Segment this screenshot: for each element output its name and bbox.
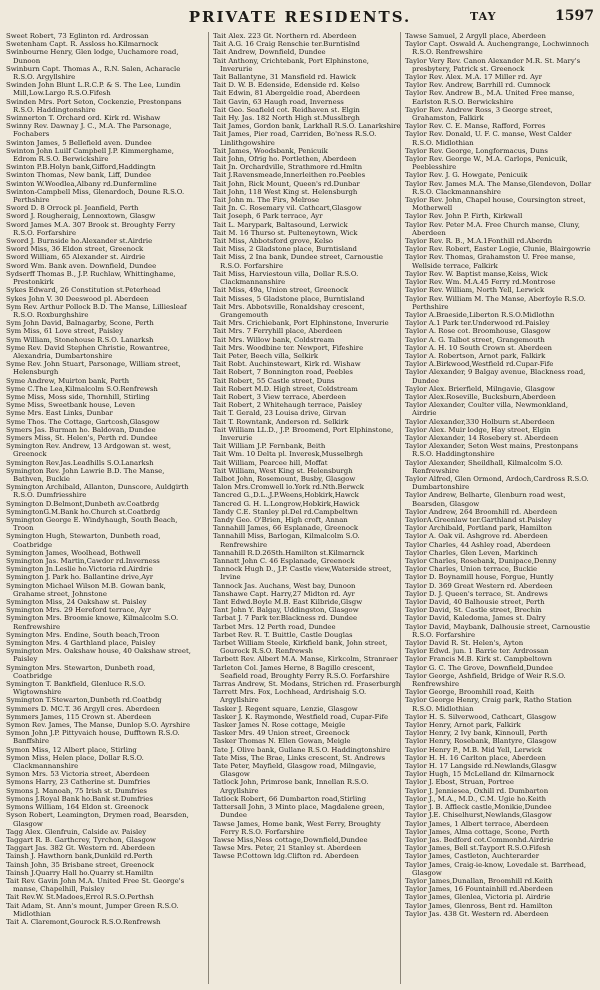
directory-entry: Symington Rev. Andrew, 13 Ardgowan st. west, Greenock	[6, 442, 172, 459]
directory-entry: Symington Rev.Jas.Leadhills S.O.Lanarksh	[6, 458, 154, 467]
directory-entry: Taylor A. Robertson, Arnot park, Falkirk	[405, 351, 546, 360]
directory-entry: Symington Hugh, Stewarton, Dunbeth road, Coatbridge	[6, 532, 161, 549]
directory-entry: Taylor H. H. 16 Carlton place, Aberdeen	[405, 753, 546, 762]
directory-entry: Taylor Rev. George W., M.A. Carlops, Penicuik, Peeblesshire	[405, 155, 568, 172]
directory-entry: Tait Robert, 55 Castle street, Duns	[213, 376, 335, 385]
directory-entry: Tait Andrew, Downfield, Dundee	[213, 48, 326, 57]
directory-entry: Tait Robert, 2 Whitehaugh terrace, Paisley	[213, 401, 362, 410]
directory-entry: Tandy Geo. O'Brien, High croft, Annan	[213, 515, 348, 524]
directory-entry: Syme Miss, Moss side, Thornhill, Stirling	[6, 392, 150, 401]
directory-entry: Tarbat J. 7 Park ter.Blackness rd. Dundee	[213, 614, 358, 623]
directory-entry: Tarras Andrew, St. Modans, Strichen rd. Fraserburgh	[213, 680, 401, 689]
directory-entry: Sydserff Thomas B., J.P. Ruchlaw, Whittinghame, Prestonkirk	[6, 269, 176, 287]
directory-entry: Tate Miss, The Brae, Links crescent, St. Andrews	[213, 753, 386, 762]
directory-entry: Taylor Rev. R. B., M.A.1Fonthill rd.Aberdn	[405, 237, 553, 246]
directory-entry: Tatlock John, Primrose bank, Innellan R.S.O. Argyllshire	[213, 778, 369, 795]
directory-entry: Tait Ballantyne, 31 Mansfield rd. Hawick	[213, 73, 356, 82]
directory-entry: Tawse Miss,Ness cottage,Downfield,Dundee	[213, 835, 368, 844]
column-3	[400, 32, 593, 984]
directory-entry: Taylor A. Oak vil. Ashgrove rd. Aberdeen	[405, 532, 548, 541]
directory-entry: Taylor George, Ashfield, Bridge of Weir R.S.O. Renfrewshire	[405, 671, 566, 689]
directory-entry: Tait Miss, Abbotsford grove, Kelso	[213, 237, 334, 246]
directory-entry: Tannatt John C. 46 Esplanade, Greenock	[213, 557, 355, 565]
directory-entry: Symington Jn.Leslie ho.Victoria rd.Airdrie	[6, 565, 153, 574]
directory-entry: Tait Mrs. Abbotsville, Ronaldshay crescent, Grangemouth	[213, 302, 365, 319]
directory-entry: Taylor James, Glenlea, Victoria pl. Airdrie	[405, 893, 551, 902]
directory-entry: Symington Mrs. Broomie knowe, Kilmalcolm S.O. Renfrewshire	[6, 614, 179, 631]
directory-entry: Tawse James, Home bank, West Ferry, Broughty Ferry R.S.O. Forfarshire	[213, 819, 381, 836]
running-head: TAY	[470, 10, 497, 23]
directory-entry: Syme Rev. John Stuart, Parsonage, William street, Helensburgh	[6, 360, 181, 377]
directory-entry: Taylor Rev. Donald, U. F. C. manse, West Calder R.S.O. Midlothian	[405, 130, 572, 147]
directory-entry: Tarleton Col. James Herne, 8 Bagillo crescent, Seafield road, Broughty Ferry R.S.O. Forfarshire	[213, 663, 390, 680]
directory-entry: Taylor Rev. W. Baptist manse,Keiss, Wick	[405, 269, 548, 278]
directory-entry: Tait Alex. 223 Gt. Northern rd. Aberdeen	[213, 32, 357, 40]
directory-entry: Symons J. Manoah, 75 Irish st. Dumfries	[6, 786, 147, 795]
directory-entry: Tait A.G. 16 Craig Renschie ter.Burntislnd	[213, 40, 360, 49]
directory-entry: Taylor A. H. 10 South Crown st. Aberdeen	[405, 343, 552, 352]
directory-entry: Taylor Hugh, 15 McLelland dr. Kilmarnock	[405, 770, 555, 779]
directory-entry: Tait William, Pearcee hill, Moffat	[213, 458, 328, 467]
directory-entry: Taylor Rev. Thomas, Grahamston U. Free manse, Wellside terrace, Falkirk	[405, 253, 576, 270]
directory-entry: Tait Mrs. Willow bank, Coldstream	[213, 335, 335, 344]
directory-entry: Taylor Alfred, Glen Ormond, Ardoch,Cardross R.S.O. Dumbartonshire	[405, 474, 589, 492]
column-1	[6, 32, 194, 984]
directory-entry: Tarbet Mrs. 12 Perth road, Dundee	[213, 622, 336, 631]
directory-entry: Talbot John, Rosemount, Busby, Glasgow	[213, 474, 356, 483]
directory-entry: Swinbourne Henry, Glen lodge, Uuchamore road, Dunoon	[6, 48, 179, 65]
directory-entry: Symon John J.P. Pittyvaich house, Dufftown R.S.O. Banffshire	[6, 729, 180, 746]
directory-entry: Sword James M.A. 307 Brook st. Broughty Ferry R.S.O. Forfarshire	[6, 220, 176, 237]
directory-entry: Taylor Alex. Brierfield, Milngavie, Glasgow	[405, 384, 555, 393]
directory-entry: Symington Miss, 24 Oakshaw st. Paisley	[6, 598, 147, 607]
directory-entry: Taylor Charles, 44 Ashley road, Aberdeen	[405, 540, 551, 549]
directory-entry: Tait James, Gordon bank, Larkhall R.S.O. Lanarkshire	[213, 122, 401, 131]
directory-entry: Swinden Mrs. Port Seton, Cockenzie, Prestonpans R.S.O. Haddingtonshire	[6, 97, 182, 114]
directory-entry: Taylor Capt. Oswald A. Auchengrange, Lochwinnoch R.S.O. Renfrewshire	[405, 40, 589, 57]
directory-entry: Symmers D. MC.T. 36 Argyll cres. Aberdeen	[6, 704, 160, 713]
directory-entry: Taylor A. Rose cot. Broomhouse, Glasgow	[405, 327, 551, 336]
directory-entry: Tate Peter, Mayfield, Glasgow road, Milngavie, Glasgow	[213, 762, 377, 779]
directory-entry: Taylor Jas. 438 Gt. Western rd. Aberdeen	[405, 909, 549, 918]
directory-entry: Taylor Rev. J. G. Howgate, Penicuik	[405, 171, 528, 180]
directory-entry: Taylor Edwd. jun. 1 Barrie ter. Ardrossan	[405, 647, 549, 656]
directory-entry: Symington Jas. Martin,Cawdor rd.Inverness	[6, 557, 160, 565]
directory-entry: Taylor Alexander, 9 Balgay avenue, Blackness road, Dundee	[405, 368, 586, 385]
directory-entry: Sword Miss, 36 Eldon street, Greenock	[6, 245, 144, 254]
directory-entry: Tait Robert M.D. High street, Coldstream	[213, 384, 358, 393]
directory-entry: Tasker J. Regent square, Lenzie, Glasgow	[213, 704, 358, 713]
directory-entry: Tait Edwin, 81 Abergeldie road, Aberdeen	[213, 89, 361, 98]
directory-entry: Tait T. Gerald, 23 Louisa drive, Girvan	[213, 409, 347, 418]
directory-entry: Taylor Andrew, 264 Broomhill rd. Aberdeen	[405, 507, 558, 516]
directory-entry: Tait Miss, 49a, Union street, Greenock	[213, 286, 349, 295]
directory-entry: Taylor J. B. Affleck castle,Monikie,Dundee	[405, 803, 552, 812]
directory-entry: Taylor James,Dunallan, Broomhill rd.Keith	[405, 876, 553, 885]
directory-entry: Taylor Rev. George, Longformacus, Duns	[405, 146, 548, 155]
directory-entry: Taylor George Henry, Craig park, Ratho Station R.S.O. Midlothian	[405, 696, 572, 713]
directory-entry: Taylor Alexander, Seton West mains, Prestonpans R.S.O. Haddingtonshire	[405, 442, 579, 459]
directory-entry: Taylor Francis M.B. Kirk st. Campbeltown	[405, 655, 552, 664]
directory-entry: Tait Mrs. Crichiebank, Port Elphinstone, Inverurie	[213, 319, 389, 328]
directory-entry: Taylor Rev. Wm. M.A.45 Ferry rd.Montrose	[405, 278, 556, 287]
directory-entry: Symington Mrs. Oakshaw house, 40 Oakshaw street, Paisley	[6, 647, 191, 664]
directory-entry: Sykes John V. 30 Deeswood pl. Aberdeen	[6, 294, 149, 303]
directory-entry: Tait James, Pier road, Carriden, Bo'ness R.S.O. Linlithgowshire	[213, 130, 377, 147]
directory-entry: Taylor Jas. Bedford cot.Commonhd.Airdrie	[405, 835, 554, 844]
directory-entry: Tait T. Rowntank, Anderson rd. Selkirk	[213, 417, 349, 426]
directory-entry: Taylor Rev. Alex. M.A. 17 Miller rd. Ayr	[405, 73, 542, 82]
directory-entry: Syme Andrew, Muirton bank, Perth	[6, 376, 130, 385]
directory-entry: Sym John David, Balnagarby, Scone, Perth	[6, 319, 154, 328]
directory-entry: Syme Miss, Sweetbank house, Leven	[6, 401, 136, 410]
directory-entry: Tait Robert, 3 View terrace, Aberdeen	[213, 392, 347, 401]
directory-entry: Symington Mrs. 29 Hereford terrace, Ayr	[6, 606, 151, 615]
directory-entry: Symon Mrs. 53 Victoria street, Aberdeen	[6, 770, 150, 779]
directory-entry: Taylor James, 1 Albert terrace, Aberdeen	[405, 819, 549, 828]
directory-entry: Taylor D. 369 Great Western rd. Aberdeen	[405, 581, 553, 590]
directory-entry: Tawse Samuel, 2 Argyll place, Aberdeen	[405, 32, 546, 40]
directory-entry: Tawse Mrs. Peter, 21 Stanley st. Aberdeen	[213, 844, 362, 853]
directory-entry: Symon Miss, Helen place, Dollar R.S.O. Clackmannanshire	[6, 753, 144, 771]
directory-entry: Taylor D. J. Queen's terrace, St. Andrews	[405, 589, 548, 598]
directory-entry: Symington Mrs. 4 Garthland place, Paisley	[6, 639, 156, 648]
directory-entry: Taylor Rev. John, Chapel house, Coursington street, Motherwell	[405, 196, 586, 213]
directory-entry: Symmers James, 115 Crown st. Aberdeen	[6, 712, 152, 721]
directory-entry: Tait D. W. B. Edenside, Edenside rd. Kelso	[213, 81, 360, 90]
page-title: PRIVATE RESIDENTS.	[188, 8, 412, 26]
directory-entry: Sym Rev. Arthur Pollock B.D. The Manse, Lilliesleaf R.S.O. Roxburghshire	[6, 302, 187, 319]
directory-entry: Taylor James, Glenross, Bent rd. Hamilton	[405, 901, 553, 910]
directory-entry: Symington George E. Windyhaugh, South Beach, Troon	[6, 515, 178, 533]
directory-entry: Taylor James, Castleton, Auchterarder	[405, 852, 540, 861]
directory-entry: Taylor Alex.Roseville, Bucksburn,Aberdeen	[405, 392, 556, 401]
directory-entry: Symons Harry, 23 Catherine st. Dumfries	[6, 778, 151, 787]
directory-entry: Taylor A.Birkwood,Westfield rd.Cupar-Fife	[405, 360, 554, 369]
directory-entry: Tate J. Olive bank, Gullane R.S.O. Haddingtonshire	[213, 745, 391, 754]
directory-entry: Syme Rev. David Stephen Christie, Rowantree, Alexandria, Dumbartonshire	[6, 343, 170, 360]
page-header	[0, 0, 600, 30]
directory-entry: Tait Anthony, Crichtebank, Port Elphinstone, Inverurie	[213, 56, 369, 73]
directory-entry: Tarbett Rev. Albert M.A. Manse, Kirkcolm, Stranraer	[213, 655, 398, 664]
directory-entry: Taylor Rev. John P. Firth, Kirkwall	[405, 212, 523, 221]
directory-entry: Swetenham Capt. R. Assloss ho.Kilmarnock	[6, 40, 159, 49]
directory-entry: Tait Gavin, 63 Haugh road, Inverness	[213, 97, 344, 106]
directory-entry: Taylor George, Broomhill road, Keith	[405, 688, 535, 697]
directory-entry: Swinden John Blunt L.R.C.P. & S. The Lee, Lundin Mill,Low.Largo R.S.O.Fifesh	[6, 81, 181, 98]
directory-entry: Taylor Rev. Andrew B., M.A. United Free manse, Earlston R.S.O. Berwickshire	[405, 89, 575, 106]
page-number: 1597	[555, 8, 594, 24]
directory-entry: Taylor James, Craig-ie-know, Lovedale st. Barrhead, Glasgow	[405, 860, 587, 877]
directory-entry: Tait Jn. C. Rosemary vil. Cathcart,Glasgow	[213, 204, 362, 213]
directory-entry: Taylor Rev. C. E. Manse, Rafford, Forres	[405, 122, 546, 131]
directory-entry: Tant Edwd.Boyle M.B. East Kilbride,Glsgw	[213, 598, 363, 607]
directory-entry: Symington T.Stewarton,Dunbeth rd.Coatbdg	[6, 696, 162, 705]
directory-entry: Tarrett Mrs. Fox, Lochhead, Ardrishaig S.O. Argyllshire	[213, 688, 367, 705]
directory-entry: Swinton P.B.Holyn bank,Gifford,Haddingtn	[6, 163, 156, 172]
directory-entry: Swinnerton T. Orchard ord. Kirk rd. Wishaw	[6, 114, 161, 123]
directory-entry: Sym William, Stonehouse R.S.O. Lanarksh	[6, 335, 154, 344]
directory-entry: Syme Thos. The Cottage, Gartcosh,Glasgow	[6, 417, 160, 426]
directory-entry: Taylor G. C. The Grove, Downfield,Dundee	[405, 663, 553, 672]
directory-entry: Taylor Rev. Robert, Easter Logie, Clunie, Blairgowrie	[405, 245, 591, 254]
directory-entry: Sword William, 65 Alexander st. Airdrie	[6, 253, 146, 262]
directory-entry: Taylor Rev. Peter M.A. Free Church manse, Cluny, Aberdeen	[405, 220, 580, 237]
directory-entry: Tatlock Robert, 66 Dumbarton road,Stirling	[213, 794, 366, 803]
directory-entry: Taylor Henry P., M.B. Mid Yell, Lerwick	[405, 745, 543, 754]
directory-entry: Symons J.Royal Bank ho.Bank st.Dumfries	[6, 794, 153, 803]
directory-entry: Tait John, Rick Mount, Queen's rd.Dunbar	[213, 179, 360, 188]
directory-entry: Tancred G. H. L.Longrow,Hobkirk,Hawick	[213, 499, 360, 508]
directory-entry: Taylor David, Maybank, Dalhousie street, Carnoustie R.S.O. Forfarshire	[405, 622, 591, 639]
directory-entry: Tanshawe Capt. Harry,27 Midton rd. Ayr	[213, 589, 355, 598]
directory-entry: Tasker Thomas N. Ellen Gowan, Meigle	[213, 737, 351, 746]
directory-entry: Tainsh John, 35 Brisbane street, Greenock	[6, 860, 154, 869]
directory-entry: Taylor H. 17 Langside rd.Newlands,Glasgw	[405, 762, 557, 771]
directory-entry: Sword J. Rougheraig, Lennoxtown, Glasgw	[6, 212, 156, 221]
directory-entry: Taylor Very Rev. Canon Alexander M.R. St. Mary's presbytery, Patrick st. Greenock	[405, 56, 581, 73]
directory-entry: Sweet Robert, 73 Eglinton rd. Ardrossan	[6, 32, 149, 40]
directory-entry: Tait Robert, 7 Bonnington road, Peebles	[213, 368, 353, 377]
directory-entry: Tait Peter, Beech villa, Selkirk	[213, 351, 319, 360]
directory-entry: Tarbet Rev. R. T. Buittle, Castle Douglas	[213, 630, 353, 639]
directory-entry: Taylor Henry, 2 Ivy bank, Kinnoull, Perth	[405, 729, 548, 738]
directory-entry: Taylor A.1 Park ter.Underwood rd.Paisley	[405, 319, 550, 328]
directory-entry: Symington Mrs. Stewarton, Dunbeth road, Coatbridge	[6, 663, 156, 680]
directory-entry: Tait William, West King st. Helensburgh	[213, 466, 353, 475]
column-2	[208, 32, 401, 984]
directory-entry: Tasker J. K. Raymonde, Westfield road, Cupar-Fife	[213, 712, 389, 721]
directory-entry: Taylor Rev. Andrew, Barrhill rd. Cumnock	[405, 81, 551, 90]
directory-entry: Sword D. 8 Orrock pl. Jeanfield, Perth	[6, 204, 139, 213]
directory-entry: Tait A. Claremont,Gourock R.S.O.Renfrewsh	[6, 917, 161, 926]
directory-entry: Tant John Y. Balgay, Uddingston, Glasgow	[213, 606, 359, 615]
directory-entry: Tait Wm. 10 Delta pl. Inveresk,Musselbrgh	[213, 450, 363, 459]
directory-entry: Syme Mrs. East Links, Dunbar	[6, 409, 113, 418]
directory-entry: Symington James, Woolhead, Bothwell	[6, 548, 141, 557]
directory-entry: Symington Mrs. Endine, South beach,Troon	[6, 630, 160, 639]
directory-entry: Tait Jn. Orchardville, Strathmore rd.Hmltn	[213, 163, 363, 172]
directory-entry: Tait Hy. Jas. 182 North High st.Musslbrgh	[213, 114, 360, 123]
directory-entry: Tait Rev. Gavin John M.A. United Free St. George's manse, Chapelhill, Paisley	[6, 876, 185, 894]
directory-entry: Tait John m. The Firs, Melrose	[213, 196, 320, 205]
directory-entry: Tait James, Woodsbank, Penicuik	[213, 146, 328, 155]
directory-entry: Tait Robt. Auchinstewart, Kirk rd. Wishaw	[213, 360, 361, 369]
directory-entry: Taylor Charles, Glen Leven, Markinch	[405, 548, 538, 557]
directory-entry: Taggart R. B. Garthcrey, Tyrchon, Glasgow	[6, 835, 156, 844]
directory-entry: Symington T. Bankfield, Glenluce R.S.O. Wigtownshire	[6, 680, 146, 697]
directory-entry: Tait Miss, Harviestoun villa, Dollar R.S.O. Clackmannanshire	[213, 269, 359, 287]
directory-entry: Taylor Alexander, Sheildhall, Kilmalcolm S.O. Renfrewshire	[405, 458, 563, 475]
directory-entry: Tattersall John, 3 Minto place, Magdalene green, Dundee	[213, 803, 385, 820]
directory-entry: Swinton Thomas, New bank, Liff, Dundee	[6, 171, 152, 180]
directory-entry: Symington J. Park ho. Ballantine drive,Ayr	[6, 573, 154, 582]
directory-entry: Taylor Rev. James M.A. The Manse,Glendevon, Dollar R.S.O. Clackmannanshire	[405, 179, 592, 196]
directory-entry: Tannock Hugh D., J.P. Castle view,Waterside street, Irvine	[213, 565, 392, 582]
directory-entry: SymingtonG.M.Bank ho.Church st.Coatbrdg	[6, 507, 161, 516]
directory-entry: Swinton W.Woodlea,Albany rd.Dunfermline	[6, 179, 157, 188]
directory-entry: Taylor J. Ebost, Struan, Portree	[405, 778, 514, 787]
directory-entry: Tagg Alex. Glenfruin, Calside av. Paisley	[6, 827, 147, 836]
directory-entry: Symington Archibald, Allanton, Dunscore, Auldgirth R.S.O. Dumfriesshire	[6, 483, 189, 500]
directory-entry: Taylor David, Kaledoma, James st. Dalry	[405, 614, 546, 623]
directory-entry: Sword Wm. Bank aven. Downfield, Dundee	[6, 261, 157, 270]
directory-entry: Taylor A. G. Talbot street, Grangemouth	[405, 335, 545, 344]
directory-entry: Tait Joseph, 6 Park terrace, Ayr	[213, 212, 323, 221]
directory-entry: Tait William LL.D., J.P. Broomend, Port Elphinstone, Inverurie	[213, 425, 394, 442]
directory-entry: Tannahill James, 66 Esplanade, Greenock	[213, 524, 359, 533]
directory-entry: Tait William J.P. Fernbank, Beith	[213, 442, 326, 451]
directory-entry: Symon Miss, 12 Albert place, Stirling	[6, 745, 137, 754]
directory-entry: Tannahill R.D.26Sth.Hamilton st.Kilmarnck	[213, 548, 365, 557]
directory-entry: Taylor Alex. Muir lodge, Hay street, Elgin	[405, 425, 551, 434]
directory-entry: Tait Mrs. 7 Ferryhill place, Aberdeen	[213, 327, 343, 336]
directory-entry: Syson Robert, Leamington, Drymen road, Bearsden, Glasgow	[6, 811, 189, 828]
directory-entry: Taylor Alexander, Coulter villa, Newmonkland, Airdrie	[405, 401, 569, 418]
directory-entry: Tainsh J.Quarry Hall ho.Quarry st.Hamiltn	[6, 868, 154, 877]
directory-entry: Taylor A.Braeside,Liberton R.S.O.Midlothn	[405, 310, 555, 319]
directory-entry: Tait Rev.W. St.Madoes,Errol R.S.O.Perthsh	[6, 893, 154, 902]
directory-entry: Taylor Henry, Rosebank, Blantyre, Glasgow	[405, 737, 557, 746]
directory-entry: Tancred G.,D.L.,J.P.Weens,Hobkirk,Hawck	[213, 491, 359, 500]
directory-entry: Taylor David, 40 Balhousie street, Perth	[405, 598, 545, 607]
directory-entry: Symon Rev. James, The Manse, Dunlop S.O. Ayrshire	[6, 721, 191, 730]
directory-entry: Tasker James N. Rose cottage, Meigle	[213, 721, 346, 730]
directory-entry: Tait John, 118 West King st. Helensburgh	[213, 187, 358, 196]
directory-entry: Tandy C.E. Stanley pl.Del rd.Campbeltwn	[213, 507, 358, 516]
directory-entry: Symers Miss, St. Helen's, Perth rd. Dundee	[6, 433, 158, 442]
directory-entry: TaylorA.Greenlaw ter.Garthland st.Paisley	[405, 515, 552, 524]
directory-entry: Taylor J. Jenniesea, Oxhill rd. Dumbarton	[405, 786, 549, 795]
directory-entry: Symington Michael Wilson M.B. Gowan bank, Grahame street, Johnstone	[6, 581, 166, 598]
directory-entry: Talon Mrs.Cromwell lo.York rd.Nth.Berwck	[213, 483, 364, 492]
directory-entry: Tait Miss, 2 Ina bank, Dundee street, Carnoustie R.S.O. Forfarshire	[213, 253, 383, 270]
directory-entry: Tait John, Ofrig ho. Portlethen, Aberdeen	[213, 155, 357, 164]
directory-entry: Tait M. 16 Thurso st. Pulteneytown, Wick	[213, 228, 358, 237]
directory-entry: Taylor J., M.A., M.D., C.M. Ugie ho.Keith	[405, 794, 547, 803]
directory-entry: Taylor Rev. William M. The Manse, Aberfoyle R.S.O. Perthshire	[405, 294, 586, 311]
directory-entry: Swinburn Capt. Thomas A., R.N. Salen, Acharacle R.S.O. Argyllshire	[6, 64, 181, 82]
directory-entry: Sykes Edward, 26 Constitution st.Peterhead	[6, 286, 161, 295]
directory-entry: Taylor Alexander,330 Holburn st.Aberdeen	[405, 417, 555, 426]
directory-entry: Taylor J.E. Chiselhurst,Newlands,Glasgow	[405, 811, 552, 820]
directory-entry: Tait Geo. Seafield cot. Reidhaven st. Elgin	[213, 105, 360, 114]
directory-entry: Taylor D. Boynamill house, Forgue, Huntly	[405, 573, 554, 582]
directory-entry: Syme C.The Lea,Kilmalcolm S.O.Renfrewsh	[6, 384, 158, 393]
directory-entry: Swinton John Luilf Campbell J.P. Kimmerghame, Edrom R.S.O. Berwickshire	[6, 146, 174, 164]
directory-entry: Taylor David, St. Castle street, Brechin	[405, 606, 542, 615]
directory-entry: Taylor Andrew, Belharte, Glenburn road west, Bearsden, Glasgow	[405, 491, 566, 508]
directory-entry: Taylor Charles, Rosebank, Dunipace,Denny	[405, 557, 557, 565]
directory-entry: Taylor Rev. William, North Yell, Lerwick	[405, 286, 545, 295]
directory-entry: Swinny Rev. Dawnay J. C., M.A. The Parsonage, Fochabers	[6, 122, 172, 139]
directory-entry: Symons William, 164 Eldon st. Greenock	[6, 803, 149, 812]
directory-entry: Symers Jas. Burman ho. Baldovan, Dundee	[6, 425, 156, 434]
directory-entry: Sword J. Burnside ho.Alexander st.Airdrie	[6, 237, 153, 246]
directory-entry: Symington Rev. John Lawrie B.D. The Manse, Bathven, Buckie	[6, 466, 165, 483]
directory-entry: Tait Misses, 5 Gladstone place, Burntisland	[213, 294, 365, 303]
directory-entry: Tait J.Ravensmeade,Innerleithen ro.Peebles	[213, 171, 366, 180]
directory-entry: Swinton James, 5 Bellefield aven. Dundee	[6, 138, 152, 147]
directory-entry: Taylor James, Bell st.Tayport R.S.O.Fifesh	[405, 844, 551, 853]
directory-entry: Taylor H. S. Silverwood, Cathcart, Glasgow	[405, 712, 557, 721]
directory-entry: Taylor Charles, Union terrace, Buckie	[405, 565, 538, 574]
directory-entry: Tainsh J. Hawthorn bank,Dunkild rd.Perth	[6, 852, 153, 861]
directory-entry: Tannahill Miss, Barlogan, Kilmalcolm S.O. Renfrewshire	[213, 532, 360, 549]
directory-entry: Tasker Mrs. 49 Union street, Greenock	[213, 729, 350, 738]
directory-entry: Taylor Henry, Arnot park, Falkirk	[405, 721, 521, 730]
directory-entry: Tawse P.Cottown ldg.Clifton rd. Aberdeen	[213, 852, 359, 861]
directory-entry: Taylor James, Alma cottage, Scone, Perth	[405, 827, 550, 836]
directory-entry: Tait Adam, St. Ann's mount, Jumper Green R.S.O. Midlothian	[6, 901, 179, 918]
directory-entry: Tait L. Marypark, Baltasound, Lerwick	[213, 220, 348, 229]
directory-entry: Taylor Archibald, Portland park, Hamilton	[405, 524, 552, 533]
directory-entry: Tannock Jas. Auchans, West bay, Dunoon	[213, 581, 356, 590]
directory-entry: Taylor James, 16 Fountainhill rd.Aberdeen	[405, 885, 554, 894]
directory-entry: Sym Miss, 61 Love street, Paisley	[6, 327, 124, 336]
directory-entry: Taylor Alexander, 14 Rosebery st. Aberdeen	[405, 433, 559, 442]
directory-entry: Tait Miss, 2 Gladstone place, Burntisland	[213, 245, 357, 254]
directory-entry: Taggart Jas. 382 Gt. Western rd. Aberdeen	[6, 844, 155, 853]
directory-entry: Tait Mrs. Woodbine ter. Newport, Fifeshire	[213, 343, 364, 352]
directory-entry: Swinton-Campbell Miss, Glenardoch, Doune R.S.O. Perthshire	[6, 187, 185, 205]
directory-entry: Taylor Rev. Andrew Ross, 3 George street, Grahamston, Falkirk	[405, 105, 553, 123]
directory-entry: Symington D.Belmont,Dunbeth av.Coatbrdg	[6, 499, 160, 508]
directory-entry: Taylor David R. St. Helen's, Ayton	[405, 639, 524, 648]
directory-entry: Tarbet William Steele, Kirkfield bank, John street, Gourock R.S.O. Renfrewsh	[213, 639, 388, 656]
